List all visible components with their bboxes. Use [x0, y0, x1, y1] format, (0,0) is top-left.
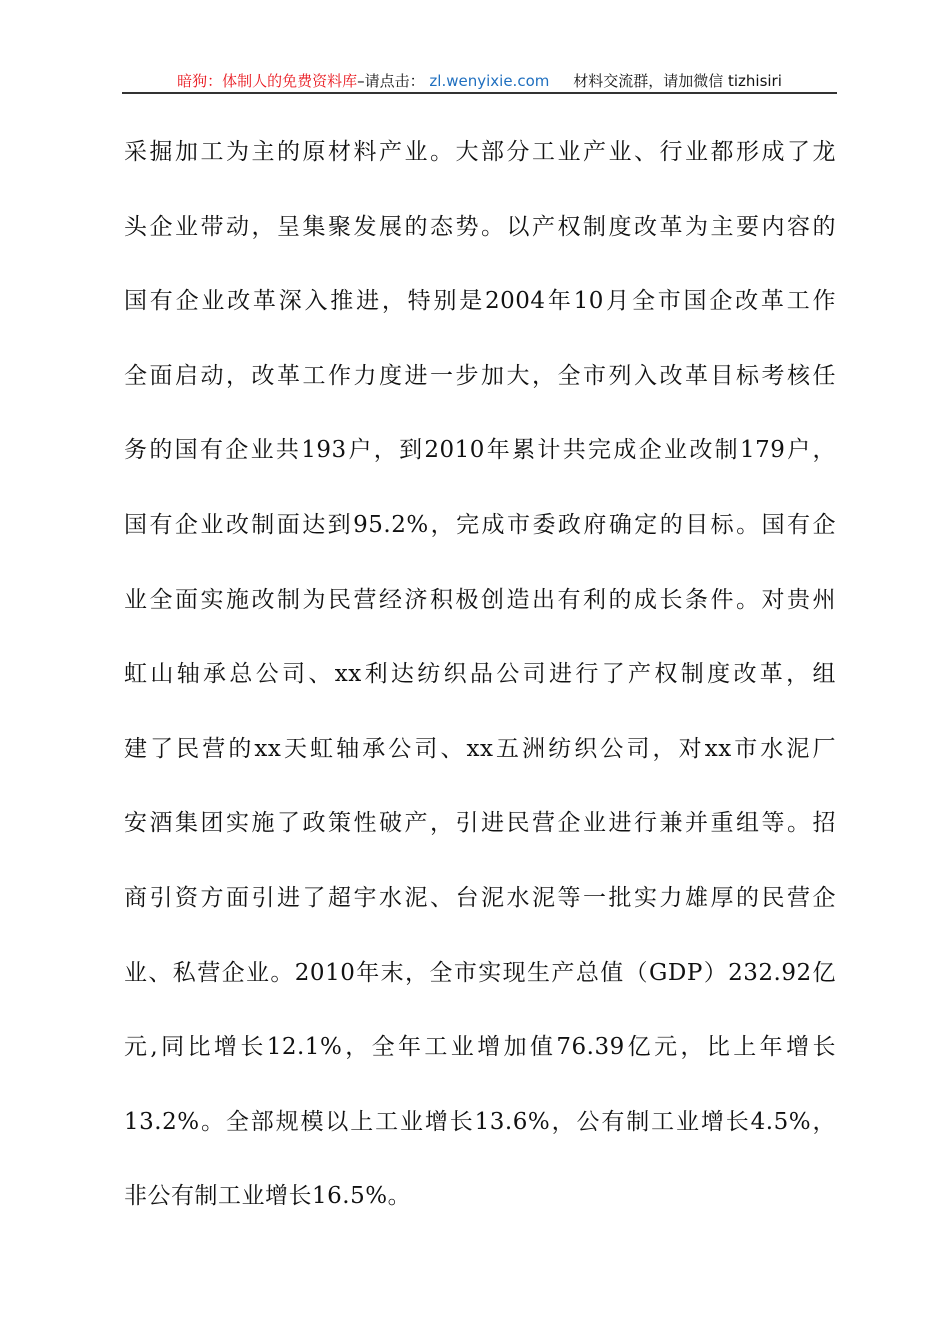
body-line: 非公有制工业增长16.5%。 — [124, 1183, 412, 1210]
body-line: 13.2%。全部规模以上工业增长13.6%，公有制工业增长4.5%， — [124, 1108, 836, 1135]
contact-info: 材料交流群，请加微信 tizhisiri — [573, 72, 782, 90]
body-line: 商引资方面引进了超宇水泥、台泥水泥等一批实力雄厚的民营企 — [124, 884, 836, 911]
header-divider — [122, 92, 837, 94]
body-line: 元,同比增长12.1%，全年工业增加值76.39亿元，比上年增长 — [124, 1034, 836, 1061]
site-name: 暗狗：体制人的免费资料库 — [177, 72, 358, 90]
body-line: 采掘加工为主的原材料产业。大部分工业产业、行业都形成了龙 — [124, 139, 836, 165]
body-line: 建了民营的xx天虹轴承公司、xx五洲纺织公司，对xx市水泥厂 — [124, 735, 836, 762]
document-body — [124, 133, 836, 1252]
body-line: 虹山轴承总公司、xx利达纺织品公司进行了产权制度改革，组 — [124, 661, 836, 688]
body-line: 业、私营企业。2010年末，全市实现生产总值（GDP）232.92亿 — [124, 959, 836, 986]
body-line: 业全面实施改制为民营经济积极创造出有利的成长条件。对贵州 — [124, 586, 836, 613]
body-line: 国有企业改革深入推进，特别是2004年10月全市国企改革工作 — [124, 288, 836, 315]
site-link[interactable]: zl.wenyixie.com — [429, 72, 550, 90]
click-prompt: –请点击： — [357, 72, 425, 90]
body-line: 国有企业改制面达到95.2%，完成市委政府确定的目标。国有企 — [124, 511, 836, 538]
page-header — [123, 70, 836, 92]
body-line: 安酒集团实施了政策性破产，引进民营企业进行兼并重组等。招 — [124, 810, 836, 837]
body-line: 务的国有企业共193户，到2010年累计共完成企业改制179户， — [124, 437, 836, 464]
body-line: 全面启动，改革工作力度进一步加大，全市列入改革目标考核任 — [124, 362, 836, 389]
body-line: 头企业带动，呈集聚发展的态势。以产权制度改革为主要内容的 — [124, 213, 836, 240]
